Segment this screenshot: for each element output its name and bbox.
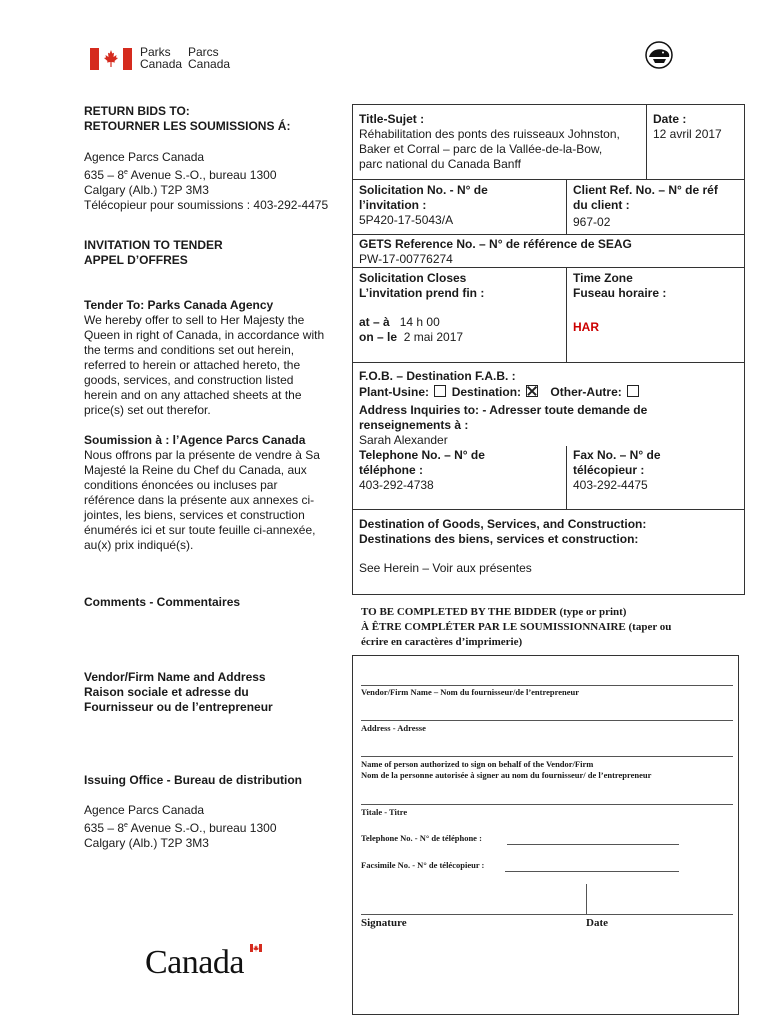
destination-cell (359, 517, 646, 576)
closing-label: Solicitation Closes (359, 271, 467, 285)
date-label: Date : (653, 112, 687, 126)
closing-label-fr: L’invitation prend fin : (359, 286, 485, 300)
closing-cell (359, 271, 484, 345)
title-cell (359, 112, 620, 172)
gets-reference-value: PW-17-00776274 (359, 252, 453, 266)
destination-label: Destination of Goods, Services, and Construction: (359, 517, 647, 531)
fob-options (359, 385, 641, 400)
bidder-instructions-fr-2: écrire en caractères d’imprimerie) (361, 636, 523, 648)
vendor-name-label: Vendor/Firm Name – Nom du fournisseur/de l’entrepreneur (361, 687, 579, 697)
tender-line: price(s) set out therefor. (84, 403, 211, 417)
address-line[interactable] (361, 720, 733, 721)
time-zone-cell (573, 271, 666, 335)
parks-fr-line2: Canada (188, 57, 231, 71)
soumission-line: au(x) prix indiqué(s). (84, 538, 194, 552)
contact-name: Sarah Alexander (359, 433, 448, 447)
time-zone-label: Time Zone (573, 271, 633, 285)
issuing-address (84, 803, 277, 851)
tender-line: Queen in right of Canada, in accordance with (84, 328, 325, 342)
title-value-line3: parc national du Canada Banff (359, 157, 521, 171)
client-ref-cell (573, 183, 718, 230)
parks-en-line2: Canada (140, 57, 183, 71)
date-cell (653, 112, 722, 142)
address-inquiries-cell (359, 403, 647, 448)
parks-canada-logo (90, 46, 250, 72)
return-bids-en: RETURN BIDS TO: (84, 104, 190, 118)
fax-value: 403-292-4475 (573, 478, 648, 492)
bidder-instructions (361, 605, 671, 650)
bidder-telephone-label: Telephone No. - N° de téléphone : (361, 833, 482, 843)
title-line[interactable] (361, 804, 733, 805)
vendor-heading (84, 670, 273, 715)
other-option-label: Other-Autre: (550, 385, 622, 399)
invitation-en: INVITATION TO TENDER (84, 238, 223, 252)
destination-label-fr: Destinations des biens, services et construction: (359, 532, 639, 546)
issuing-address-line1: Agence Parcs Canada (84, 803, 205, 817)
soumission-line: Majesté la Reine du Chef du Canada, aux (84, 463, 307, 477)
soumission-line: énumérés ici et sur toute feuille ci-annexée, (84, 523, 316, 537)
telephone-label: Telephone No. – N° de (359, 448, 485, 462)
bidder-instructions-fr: À ÊTRE COMPLÉTER PAR LE SOUMISSIONNAIRE (taper ou (361, 621, 672, 633)
tender-statement (84, 298, 324, 418)
parks-fr-line1: Parcs (188, 45, 219, 59)
vendor-heading-line3: Fournisseur ou de l’entrepreneur (84, 700, 273, 714)
destination-checkbox[interactable] (526, 385, 538, 397)
address-inquiries-label-fr: renseignements à : (359, 418, 469, 432)
soumission-statement (84, 433, 320, 553)
tender-heading: Tender To: Parks Canada Agency (84, 298, 274, 312)
signature-label: Signature (361, 917, 407, 929)
issuing-address-line3: Calgary (Alb.) T2P 3M3 (84, 836, 209, 850)
parks-canada-name (140, 46, 236, 70)
title-label: Title-Sujet : (359, 112, 425, 126)
issuing-address-line2: 635 – 8e Avenue S.-O., bureau 1300 (84, 821, 277, 835)
client-ref-value: 967-02 (573, 215, 611, 229)
invitation-heading (84, 238, 223, 268)
solicitation-number-value: 5P420-17-5043/A (359, 213, 454, 227)
solicitation-number-label-fr: l’invitation : (359, 198, 427, 212)
title-value-line1: Réhabilitation des ponts des ruisseaux Johnston, (359, 127, 620, 141)
soumission-heading: Soumission à : l’Agence Parcs Canada (84, 433, 306, 447)
telephone-cell (359, 448, 485, 493)
address-inquiries-label: Address Inquiries to: - Adresser toute demande de (359, 403, 648, 417)
soumission-line: référence dans la présente aux annexes ci- (84, 493, 315, 507)
bidder-fax-field[interactable] (505, 871, 679, 872)
return-bids-heading (84, 104, 290, 134)
other-checkbox[interactable] (627, 385, 639, 397)
telephone-label-fr: téléphone : (359, 463, 424, 477)
destination-value: See Herein – Voir aux présentes (359, 561, 532, 575)
time-zone-value: HAR (573, 320, 599, 334)
vendor-name-line[interactable] (361, 685, 733, 686)
telephone-value: 403-292-4738 (359, 478, 434, 492)
beaver-badge-icon (644, 40, 674, 70)
destination-option-label: Destination: (451, 385, 522, 399)
parks-en-line1: Parks (140, 45, 171, 59)
fob-cell (359, 369, 641, 400)
time-zone-label-fr: Fuseau horaire : (573, 286, 667, 300)
solicitation-number-label: Solicitation No. - N° de (359, 183, 488, 197)
soumission-line: Nous offrons par la présente de vendre à Sa (84, 448, 320, 462)
return-address-line1: Agence Parcs Canada (84, 150, 205, 164)
canada-wordmark: Canada (145, 944, 244, 981)
bidder-fax-label: Facsimile No. - N° de télécopieur : (361, 860, 485, 870)
tender-line: herein and on any attached sheets at the (84, 388, 302, 402)
closing-time: at – à 14 h 00 (359, 315, 440, 329)
client-ref-label-fr: du client : (573, 198, 630, 212)
date-value: 12 avril 2017 (653, 127, 722, 141)
authorized-name-label: Name of person authorized to sign on behalf of the Vendor/Firm Nom de la personne autorisée à signer au nom du fournisseur/ de l’entrepreneur (361, 759, 652, 780)
return-fax-line: Télécopieur pour soumissions : 403-292-4475 (84, 198, 329, 212)
tender-line: goods, services, and construction listed (84, 373, 294, 387)
date-field-label: Date (586, 917, 608, 929)
title-field-label: Titale - Titre (361, 807, 408, 817)
solicitation-number-cell (359, 183, 488, 228)
canada-flag-icon (90, 48, 132, 70)
fob-label: F.O.B. – Destination F.A.B. : (359, 369, 516, 383)
plant-option-label: Plant-Usine: (359, 385, 430, 399)
gets-reference-cell (359, 237, 632, 267)
fax-cell (573, 448, 661, 493)
vendor-heading-line2: Raison sociale et adresse du (84, 685, 249, 699)
return-address (84, 150, 328, 213)
signature-date-divider (586, 884, 587, 914)
return-bids-fr: RETOURNER LES SOUMISSIONS Á: (84, 119, 291, 133)
bidder-telephone-field[interactable] (507, 844, 679, 845)
tender-line: the terms and conditions set out herein, (84, 343, 295, 357)
return-address-line2: 635 – 8e Avenue S.-O., bureau 1300 (84, 168, 277, 182)
title-value-line2: Baker et Corral – parc de la Vallée-de-la-Bow, (359, 142, 603, 156)
bidder-instructions-en: TO BE COMPLETED BY THE BIDDER (type or print) (361, 606, 627, 618)
comments-label: Comments - Commentaires (84, 595, 241, 609)
tender-line: referred to herein or attached hereto, the (84, 358, 301, 372)
signature-line[interactable] (361, 914, 733, 915)
fax-label-fr: télécopieur : (573, 463, 645, 477)
issuing-office-heading: Issuing Office - Bureau de distribution (84, 773, 303, 787)
invitation-fr: APPEL D’OFFRES (84, 253, 188, 267)
authorized-name-line[interactable] (361, 756, 733, 757)
closing-date: on – le 2 mai 2017 (359, 330, 464, 344)
return-address-line3: Calgary (Alb.) T2P 3M3 (84, 183, 209, 197)
tender-line: We hereby offer to sell to Her Majesty the (84, 313, 305, 327)
soumission-line: jointes, les biens, services et construction (84, 508, 305, 522)
wordmark-flag-icon (250, 944, 262, 952)
fax-label: Fax No. – N° de (573, 448, 661, 462)
soumission-line: conditions énoncées ou incluses par (84, 478, 278, 492)
plant-checkbox[interactable] (434, 385, 446, 397)
client-ref-label: Client Ref. No. – N° de réf (573, 183, 718, 197)
vendor-heading-line1: Vendor/Firm Name and Address (84, 670, 266, 684)
gets-reference-label: GETS Reference No. – N° de référence de SEAG (359, 237, 632, 251)
address-label: Address - Adresse (361, 723, 426, 733)
